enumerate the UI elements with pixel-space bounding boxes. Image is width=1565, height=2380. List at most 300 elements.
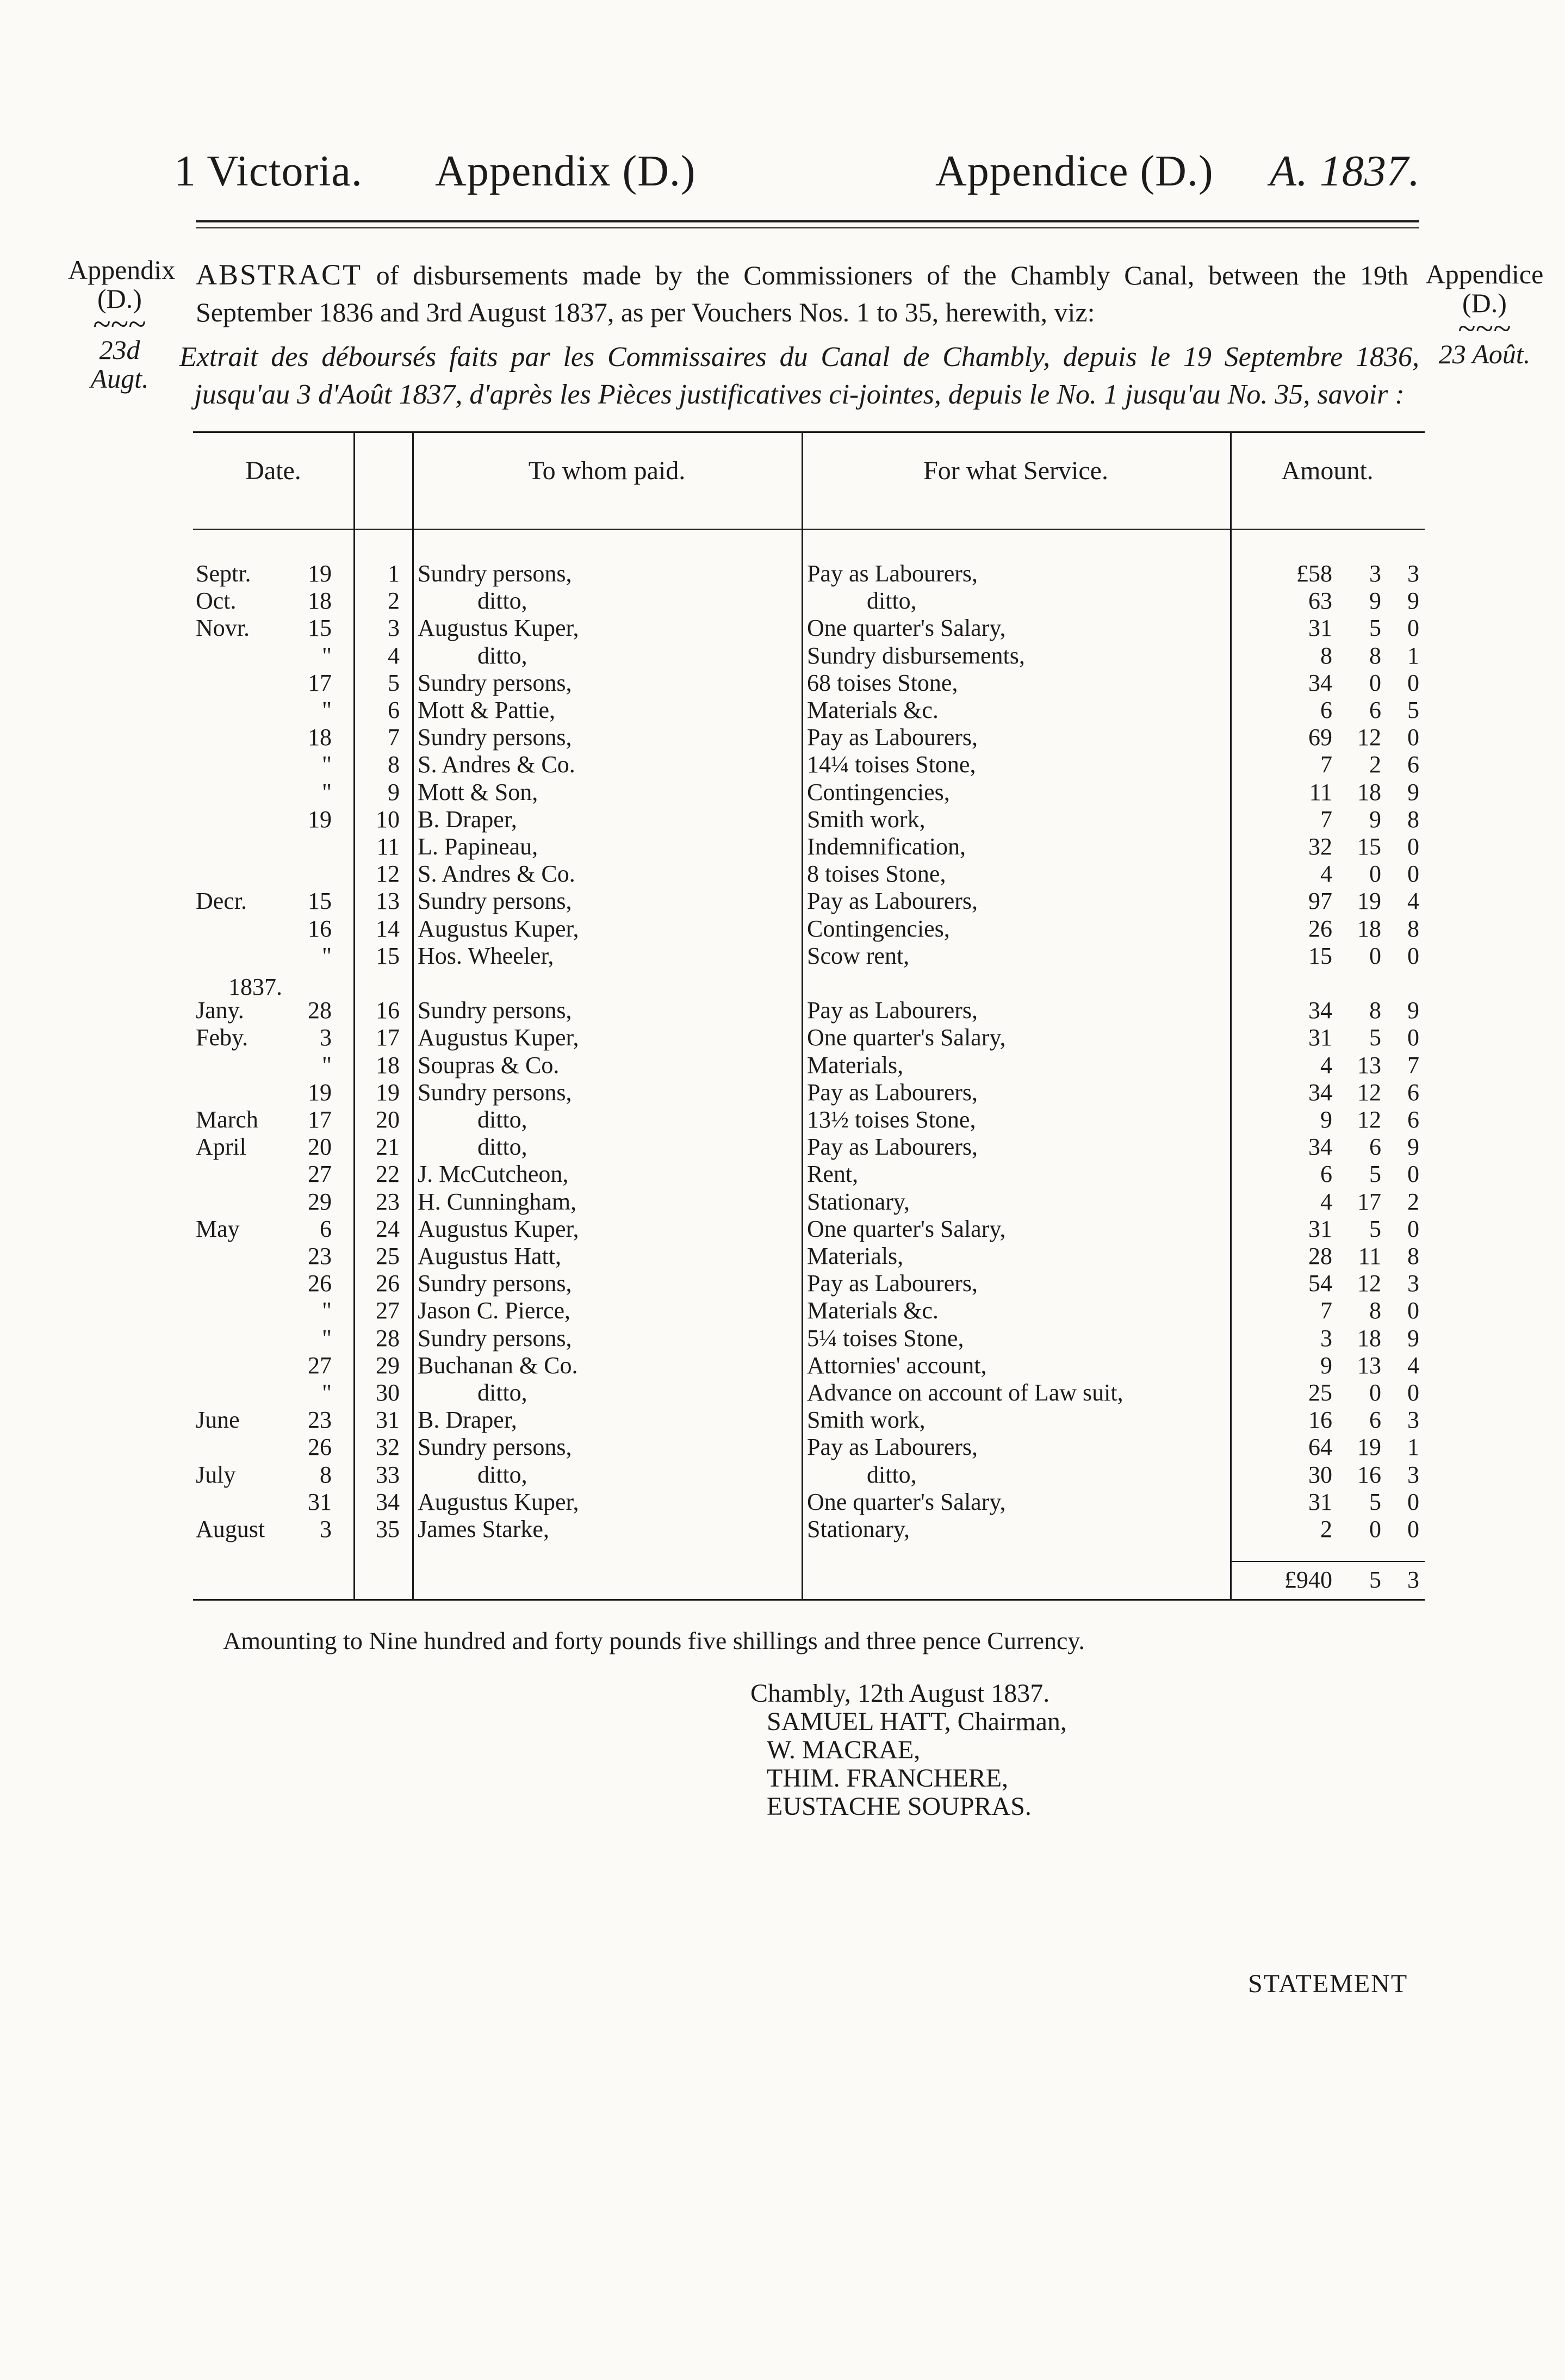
total-row [0, 1566, 1565, 1594]
amount-pence: 0 [1407, 669, 1419, 696]
service-description: One quarter's Salary, [807, 1488, 1006, 1515]
voucher-number: 30 [376, 1379, 400, 1406]
ledger-day: 6 [320, 1215, 332, 1242]
service-description: Stationary, [807, 1188, 910, 1215]
amount-shillings: 0 [1369, 860, 1381, 888]
table-row [0, 1024, 1565, 1051]
amount-shillings: 9 [1369, 587, 1381, 615]
payee-name: ditto, [477, 642, 527, 669]
payee-name: Sundry persons, [418, 1324, 572, 1352]
amount-pence: 3 [1407, 1270, 1419, 1297]
voucher-number: 35 [376, 1516, 400, 1542]
amount-shillings: 12 [1357, 1079, 1381, 1106]
column-header-payee: To whom paid. [528, 456, 686, 485]
service-description: Pay as Labourers, [807, 888, 978, 915]
header-center: Appendix (D.) [435, 147, 696, 195]
amount-shillings: 5 [1369, 1161, 1381, 1188]
ledger-day: " [322, 1324, 332, 1352]
amount-pence: 1 [1407, 1434, 1419, 1461]
payee-name: ditto, [477, 1133, 527, 1161]
voucher-number: 18 [376, 1051, 400, 1079]
table-row [0, 1079, 1565, 1106]
margin-appendix-label: Appendix [68, 255, 176, 285]
table-row [0, 806, 1565, 833]
service-description: Contingencies, [807, 778, 950, 805]
ledger-day: " [322, 1051, 332, 1079]
amount-pounds: 97 [1308, 888, 1332, 915]
service-description: Attornies' account, [807, 1352, 987, 1379]
ledger-day: " [322, 1379, 332, 1406]
service-description: Materials &c. [807, 1297, 939, 1324]
table-row [0, 1434, 1565, 1461]
payee-name: Augustus Kuper, [418, 1024, 579, 1051]
amount-pounds: 31 [1308, 1488, 1332, 1515]
voucher-number: 2 [388, 587, 400, 615]
table-row [0, 1406, 1565, 1434]
voucher-number: 1 [388, 560, 400, 587]
amount-shillings: 0 [1369, 942, 1381, 969]
ledger-month: April [196, 1133, 246, 1161]
ledger-month: Decr. [196, 888, 247, 915]
service-description: 13½ toises Stone, [807, 1106, 976, 1133]
header-right-appendice: Appendice (D.) [935, 147, 1214, 195]
service-description: 68 toises Stone, [807, 669, 958, 696]
ledger-month: Jany. [196, 997, 244, 1024]
voucher-number: 7 [388, 724, 400, 751]
signature-commissioner: THIM. FRANCHERE, [767, 1764, 1009, 1793]
amount-pence: 1 [1407, 642, 1419, 669]
amount-shillings: 19 [1357, 888, 1381, 915]
ledger-day: 23 [308, 1243, 332, 1269]
voucher-number: 4 [388, 642, 400, 669]
amount-pounds: 32 [1308, 833, 1332, 860]
voucher-number: 3 [388, 615, 400, 642]
margin-date: 23 Août. [1438, 339, 1531, 369]
amount-pence: 6 [1407, 751, 1419, 778]
payee-name: S. Andres & Co. [418, 860, 575, 888]
service-description: Smith work, [807, 805, 926, 833]
voucher-number: 12 [376, 860, 400, 888]
amount-shillings: 8 [1369, 997, 1381, 1024]
ledger-day: 27 [308, 1352, 332, 1379]
voucher-number: 8 [388, 751, 400, 778]
amount-shillings: 17 [1357, 1188, 1381, 1215]
ledger-day: 29 [308, 1188, 332, 1215]
service-description: Materials &c. [807, 697, 939, 723]
voucher-number: 29 [376, 1352, 400, 1379]
voucher-number: 16 [376, 997, 400, 1024]
amount-pence: 3 [1407, 560, 1419, 587]
ledger-day: 16 [308, 915, 332, 942]
header-rule-bottom [196, 227, 1419, 228]
amount-pence: 0 [1407, 860, 1419, 888]
amount-shillings: 5 [1369, 1024, 1381, 1051]
service-description: Rent, [807, 1161, 859, 1188]
ledger-day: 19 [308, 560, 332, 587]
amount-shillings: 6 [1369, 1406, 1381, 1434]
amount-pence: 0 [1407, 942, 1419, 969]
column-header-service: For what Service. [923, 456, 1108, 485]
table-row [0, 1052, 1565, 1079]
payee-name: Sundry persons, [418, 1270, 572, 1297]
amount-shillings: 16 [1357, 1461, 1381, 1488]
service-description: Indemnification, [807, 833, 966, 860]
payee-name: B. Draper, [418, 805, 517, 833]
amount-pence: 0 [1407, 615, 1419, 642]
amount-shillings: 11 [1358, 1243, 1381, 1269]
year-row [0, 974, 1565, 1001]
amount-pence: 0 [1407, 833, 1419, 860]
amount-pounds: 3 [1320, 1324, 1332, 1352]
amount-pence: 0 [1407, 1024, 1419, 1051]
service-description: Pay as Labourers, [807, 997, 978, 1024]
voucher-number: 24 [376, 1215, 400, 1242]
margin-appendix-letter: (D.) [97, 283, 142, 314]
payee-name: H. Cunningham, [418, 1188, 577, 1215]
amount-shillings: 0 [1369, 1379, 1381, 1406]
amount-pence: 9 [1407, 1324, 1419, 1352]
amount-pounds: 7 [1320, 1297, 1332, 1324]
amount-pounds: 63 [1308, 587, 1332, 615]
amount-pounds: 31 [1308, 1215, 1332, 1242]
amount-pounds: 8 [1320, 642, 1332, 669]
amount-shillings: 0 [1369, 669, 1381, 696]
year-label: 1837. [228, 974, 282, 1000]
table-row [0, 943, 1565, 970]
amount-shillings: 18 [1357, 1324, 1381, 1352]
payee-name: J. McCutcheon, [418, 1161, 569, 1188]
voucher-number: 27 [376, 1297, 400, 1324]
amount-pounds: 11 [1309, 778, 1332, 805]
amount-pounds: 4 [1320, 860, 1332, 888]
ledger-month: March [196, 1106, 258, 1133]
payee-name: Augustus Hatt, [418, 1243, 561, 1269]
amount-shillings: 9 [1369, 805, 1381, 833]
table-row [0, 697, 1565, 724]
abstract-lead: ABSTRACT [196, 258, 363, 291]
amount-pence: 0 [1407, 1161, 1419, 1188]
abstract-paragraph [196, 256, 1408, 330]
table-row [0, 1243, 1565, 1270]
ledger-month: August [196, 1516, 265, 1542]
payee-name: ditto, [477, 1461, 527, 1488]
voucher-number: 17 [376, 1024, 400, 1051]
ledger-month: Oct. [196, 587, 237, 615]
table-rule-bottom [193, 1599, 1425, 1601]
table-row [0, 888, 1565, 915]
margin-note-right [1419, 260, 1550, 369]
amount-pounds: 6 [1320, 1161, 1332, 1188]
voucher-number: 6 [388, 697, 400, 723]
service-description: Stationary, [807, 1516, 910, 1542]
amount-pence: 9 [1407, 997, 1419, 1024]
service-description: One quarter's Salary, [807, 615, 1006, 642]
ledger-day: 3 [320, 1024, 332, 1051]
amount-shillings: 15 [1357, 833, 1381, 860]
voucher-number: 13 [376, 888, 400, 915]
amount-pounds: 25 [1308, 1379, 1332, 1406]
amount-shillings: 2 [1369, 751, 1381, 778]
payee-name: Sundry persons, [418, 724, 572, 751]
amount-pounds: 6 [1320, 697, 1332, 723]
service-description: Materials, [807, 1051, 904, 1079]
table-row [0, 1188, 1565, 1216]
payee-name: ditto, [477, 1106, 527, 1133]
header-rule-top [196, 220, 1419, 222]
amount-shillings: 13 [1357, 1352, 1381, 1379]
payee-name: James Starke, [418, 1516, 549, 1542]
amount-pounds: 28 [1308, 1243, 1332, 1269]
amount-pence: 0 [1407, 1488, 1419, 1515]
amount-shillings: 0 [1369, 1516, 1381, 1542]
column-header-date: Date. [245, 456, 301, 485]
amount-pence: 8 [1407, 1243, 1419, 1269]
amount-pence: 7 [1407, 1051, 1419, 1079]
amount-shillings: 8 [1369, 1297, 1381, 1324]
service-description: 14¼ toises Stone, [807, 751, 976, 778]
table-row [0, 1270, 1565, 1297]
amount-shillings: 12 [1357, 724, 1381, 751]
table-row [0, 724, 1565, 751]
catchword: STATEMENT [1248, 1969, 1408, 1998]
service-description: Contingencies, [807, 915, 950, 942]
amount-shillings: 5 [1369, 615, 1381, 642]
ledger-month: June [196, 1406, 240, 1434]
table-row [0, 751, 1565, 778]
table-row [0, 1489, 1565, 1516]
signature-commissioner: W. MACRAE, [767, 1736, 921, 1764]
amount-pounds: 9 [1320, 1352, 1332, 1379]
payee-name: Augustus Kuper, [418, 915, 579, 942]
tilde-flourish-icon: ~~~ [93, 306, 146, 342]
amount-pence: 6 [1407, 1106, 1419, 1133]
amount-pence: 2 [1407, 1188, 1419, 1215]
voucher-number: 14 [376, 915, 400, 942]
voucher-number: 9 [388, 778, 400, 805]
ledger-day: 17 [308, 1106, 332, 1133]
table-row [0, 1379, 1565, 1406]
payee-name: Augustus Kuper, [418, 1488, 579, 1515]
amount-pounds: 31 [1308, 615, 1332, 642]
amounting-sentence: Amounting to Nine hundred and forty pounds five shillings and three pence Currency. [223, 1627, 1085, 1654]
service-description: Scow rent, [807, 942, 910, 969]
payee-name: Augustus Kuper, [418, 1215, 579, 1242]
amount-shillings: 18 [1357, 915, 1381, 942]
signature-place-date: Chambly, 12th August 1837. [750, 1679, 1050, 1708]
voucher-number: 23 [376, 1188, 400, 1215]
table-row [0, 997, 1565, 1024]
amount-pence: 9 [1407, 587, 1419, 615]
payee-name: Sundry persons, [418, 1434, 572, 1461]
table-row [0, 1133, 1565, 1161]
amount-pounds: 9 [1320, 1106, 1332, 1133]
amount-pounds: 31 [1308, 1024, 1332, 1051]
amount-pence: 6 [1407, 1079, 1419, 1106]
total-shillings: 5 [1369, 1566, 1381, 1593]
ledger-day: 23 [308, 1406, 332, 1434]
table-row [0, 560, 1565, 587]
amount-shillings: 5 [1369, 1488, 1381, 1515]
table-row [0, 860, 1565, 888]
amount-pounds: 34 [1308, 669, 1332, 696]
ledger-day: 15 [308, 888, 332, 915]
amount-pence: 0 [1407, 1379, 1419, 1406]
margin-appendice-label: Appendice [1425, 259, 1544, 289]
header-right-year: A. 1837. [1270, 147, 1420, 195]
amount-pence: 5 [1407, 697, 1419, 723]
amount-shillings: 5 [1369, 1215, 1381, 1242]
ledger-day: " [322, 942, 332, 969]
payee-name: B. Draper, [418, 1406, 517, 1434]
table-row [0, 1516, 1565, 1543]
ledger-day: " [322, 778, 332, 805]
payee-name: Sundry persons, [418, 997, 572, 1024]
amount-pence: 0 [1407, 1297, 1419, 1324]
table-row [0, 615, 1565, 642]
amount-pounds: 2 [1320, 1516, 1332, 1542]
amount-pence: 0 [1407, 1516, 1419, 1542]
payee-name: Sundry persons, [418, 1079, 572, 1106]
ledger-month: July [196, 1461, 236, 1488]
table-row [0, 779, 1565, 806]
amount-shillings: 12 [1357, 1270, 1381, 1297]
payee-name: Mott & Pattie, [418, 697, 555, 723]
service-description: 8 toises Stone, [807, 860, 946, 888]
voucher-number: 25 [376, 1243, 400, 1269]
table-rule-top [193, 431, 1425, 433]
signature-commissioner: EUSTACHE SOUPRAS. [767, 1792, 1032, 1821]
payee-name: Buchanan & Co. [418, 1352, 578, 1379]
ledger-day: 15 [308, 615, 332, 642]
ledger-day: 18 [308, 724, 332, 751]
amount-pence: 0 [1407, 724, 1419, 751]
amount-pence: 4 [1407, 1352, 1419, 1379]
amount-pounds: 15 [1308, 942, 1332, 969]
ledger-day: 8 [320, 1461, 332, 1488]
ledger-day: " [322, 697, 332, 723]
ledger-day: 20 [308, 1133, 332, 1161]
ledger-day: 26 [308, 1434, 332, 1461]
ledger-day: 27 [308, 1161, 332, 1188]
service-description: One quarter's Salary, [807, 1215, 1006, 1242]
service-description: Pay as Labourers, [807, 560, 978, 587]
amount-pounds: 54 [1308, 1270, 1332, 1297]
table-row [0, 1106, 1565, 1133]
margin-date: 23d Augt. [90, 334, 149, 394]
ledger-month: Septr. [196, 560, 251, 587]
amount-pence: 8 [1407, 805, 1419, 833]
amount-pounds: 30 [1308, 1461, 1332, 1488]
table-row [0, 1297, 1565, 1324]
amount-shillings: 6 [1369, 697, 1381, 723]
payee-name: Augustus Kuper, [418, 615, 579, 642]
payee-name: Sundry persons, [418, 888, 572, 915]
payee-name: Sundry persons, [418, 669, 572, 696]
ledger-day: 31 [308, 1488, 332, 1515]
voucher-number: 20 [376, 1106, 400, 1133]
table-row [0, 1461, 1565, 1489]
ledger-day: 18 [308, 587, 332, 615]
payee-name: Mott & Son, [418, 778, 538, 805]
voucher-number: 33 [376, 1461, 400, 1488]
voucher-number: 10 [376, 805, 400, 833]
tilde-flourish-icon: ~~~ [1458, 311, 1511, 346]
payee-name: Soupras & Co. [418, 1051, 560, 1079]
payee-name: ditto, [477, 1379, 527, 1406]
service-description: Pay as Labourers, [807, 1434, 978, 1461]
amount-pence: 8 [1407, 915, 1419, 942]
amount-pounds: 16 [1308, 1406, 1332, 1434]
abstract-body: of disbursements made by the Commissioners of the Chambly Canal, between the 19th September 1836 and 3rd August 1837, as per Vouchers Nos. 1 to 35, herewith, viz: [196, 260, 1409, 328]
total-rule [1230, 1561, 1425, 1562]
amount-pounds: 4 [1320, 1188, 1332, 1215]
service-description: ditto, [867, 587, 917, 615]
table-row [0, 915, 1565, 943]
payee-name: S. Andres & Co. [418, 751, 575, 778]
voucher-number: 26 [376, 1270, 400, 1297]
table-row [0, 670, 1565, 697]
table-row [0, 642, 1565, 670]
amount-pence: 9 [1407, 1133, 1419, 1161]
amount-pounds: 34 [1308, 1133, 1332, 1161]
amount-shillings: 6 [1369, 1133, 1381, 1161]
ledger-day: " [322, 642, 332, 669]
ledger-day: " [322, 1297, 332, 1324]
service-description: 5¼ toises Stone, [807, 1324, 964, 1352]
total-pounds: £940 [1284, 1566, 1332, 1593]
table-rule-head [193, 529, 1425, 530]
ledger-month: Novr. [196, 615, 250, 642]
voucher-number: 31 [376, 1406, 400, 1434]
ledger-month: May [196, 1215, 240, 1242]
amount-shillings: 8 [1369, 642, 1381, 669]
payee-name: ditto, [477, 587, 527, 615]
voucher-number: 19 [376, 1079, 400, 1106]
voucher-number: 21 [376, 1133, 400, 1161]
table-row [0, 1161, 1565, 1188]
margin-note-left [68, 255, 176, 394]
ledger-day: 26 [308, 1270, 332, 1297]
amount-pounds: 34 [1308, 1079, 1332, 1106]
service-description: Pay as Labourers, [807, 1270, 978, 1297]
amount-pounds: 69 [1308, 724, 1332, 751]
voucher-number: 34 [376, 1488, 400, 1515]
margin-appendice-letter: (D.) [1462, 287, 1507, 318]
service-description: ditto, [867, 1461, 917, 1488]
service-description: Advance on account of Law suit, [807, 1379, 1123, 1406]
table-row [0, 1325, 1565, 1352]
voucher-number: 28 [376, 1324, 400, 1352]
service-description: Pay as Labourers, [807, 1079, 978, 1106]
ledger-day: " [322, 751, 332, 778]
service-description: Pay as Labourers, [807, 724, 978, 751]
amount-pounds: 64 [1308, 1434, 1332, 1461]
voucher-number: 32 [376, 1434, 400, 1461]
ledger-day: 17 [308, 669, 332, 696]
ledger-day: 19 [308, 1079, 332, 1106]
extrait-paragraph: Extrait des déboursés faits par les Commissaires du Canal de Chambly, depuis le 19 Septembre 1836, jusqu'au 3 d'Août 1837, d'après les Pièces justificatives ci-jointes, depuis le No. 1 jusqu'au No. 35, savoir : [179, 342, 1419, 410]
amount-shillings: 18 [1357, 778, 1381, 805]
amount-shillings: 19 [1357, 1434, 1381, 1461]
table-row [0, 833, 1565, 860]
amount-shillings: 13 [1357, 1051, 1381, 1079]
amount-pence: 0 [1407, 1215, 1419, 1242]
ledger-day: 28 [308, 997, 332, 1024]
amount-pounds: 26 [1308, 915, 1332, 942]
ledger-month: Feby. [196, 1024, 249, 1051]
voucher-number: 5 [388, 669, 400, 696]
signature-chairman: SAMUEL HATT, Chairman, [767, 1707, 1067, 1736]
